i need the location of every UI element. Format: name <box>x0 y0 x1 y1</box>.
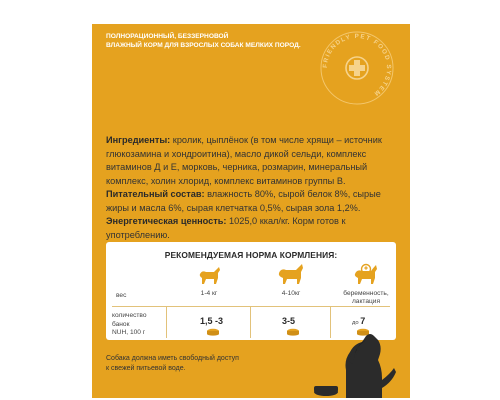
weight-row-label: вес <box>116 292 127 299</box>
pregnant-dog-icon <box>352 262 380 286</box>
ingredients-label: Ингредиенты: <box>106 135 171 145</box>
composition-label: Питательный состав: <box>106 189 205 199</box>
cans-label-line-1: количество <box>112 312 147 319</box>
amount-col-2: 3-5 <box>282 316 296 326</box>
can-icon <box>206 328 220 336</box>
energy-label: Энергетическая ценность: <box>106 216 227 226</box>
column-divider-1 <box>166 306 167 338</box>
column-divider-2 <box>250 306 251 338</box>
cans-label-line-2: банок <box>112 320 130 328</box>
water-note <box>106 354 286 374</box>
cans-row-label <box>112 312 147 338</box>
feeding-title: РЕКОМЕНДУЕМАЯ НОРМА КОРМЛЕНИЯ: <box>164 250 338 260</box>
top-white-strip <box>0 0 500 24</box>
feeding-table <box>106 242 396 340</box>
weight-col-2: 4-10кг <box>281 290 301 297</box>
weight-col-1: 1-4 кг <box>200 290 218 297</box>
description-line-2: ВЛАЖНЫЙ КОРМ ДЛЯ ВЗРОСЛЫХ СОБАК МЕЛКИХ ПОРОД. <box>106 42 301 49</box>
amount-col-1: 1,5 -3 <box>200 316 224 326</box>
weight-col-3-line-1: беременность, <box>343 290 389 297</box>
composition-text: влажность 80%, сырой белок 8%, сырые жиры и масла 6%, сырая клетчатка 0,5%, сырая зола 1,2%. <box>106 189 381 213</box>
cans-label-line-3: NUH, 100 г <box>112 329 146 336</box>
product-label <box>92 24 410 398</box>
ingredients-block <box>106 134 396 242</box>
brand-emblem-icon <box>317 28 397 108</box>
energy-text: 1025,0 ккал/кг. Корм готов к употреблению. <box>106 216 346 240</box>
water-note-line-1: Собака должна иметь свободный доступ <box>106 355 239 362</box>
weight-col-3-line-2: лактация <box>351 298 381 305</box>
medium-dog-icon <box>276 262 306 286</box>
product-description <box>106 32 306 50</box>
amount-col-3-value: 7 <box>360 316 366 326</box>
amount-col-3-prefix: до <box>352 320 361 326</box>
dog-with-bowl-icon <box>282 330 402 398</box>
description-line-1: ПОЛНОРАЦИОННЫЙ, БЕЗЗЕРНОВОЙ <box>106 33 229 40</box>
water-note-line-2: к свежей питьевой воде. <box>106 365 186 372</box>
small-dog-icon <box>196 264 222 286</box>
emblem-text: FRIENDLY PET FOOD SYSTEM <box>321 32 393 98</box>
amount-col-3 <box>352 316 365 326</box>
weight-col-3 <box>338 290 394 306</box>
row-divider <box>112 306 390 307</box>
ingredients-text: кролик, цыплёнок (в том числе хрящи – источник глюкозамина и хондроитина), масло дикой сельди, комплекс витаминов Д и Е, морковь, черника, розмарин, минеральный комплекс, холин хлорид, комплекс витаминов группы В. <box>106 135 382 186</box>
